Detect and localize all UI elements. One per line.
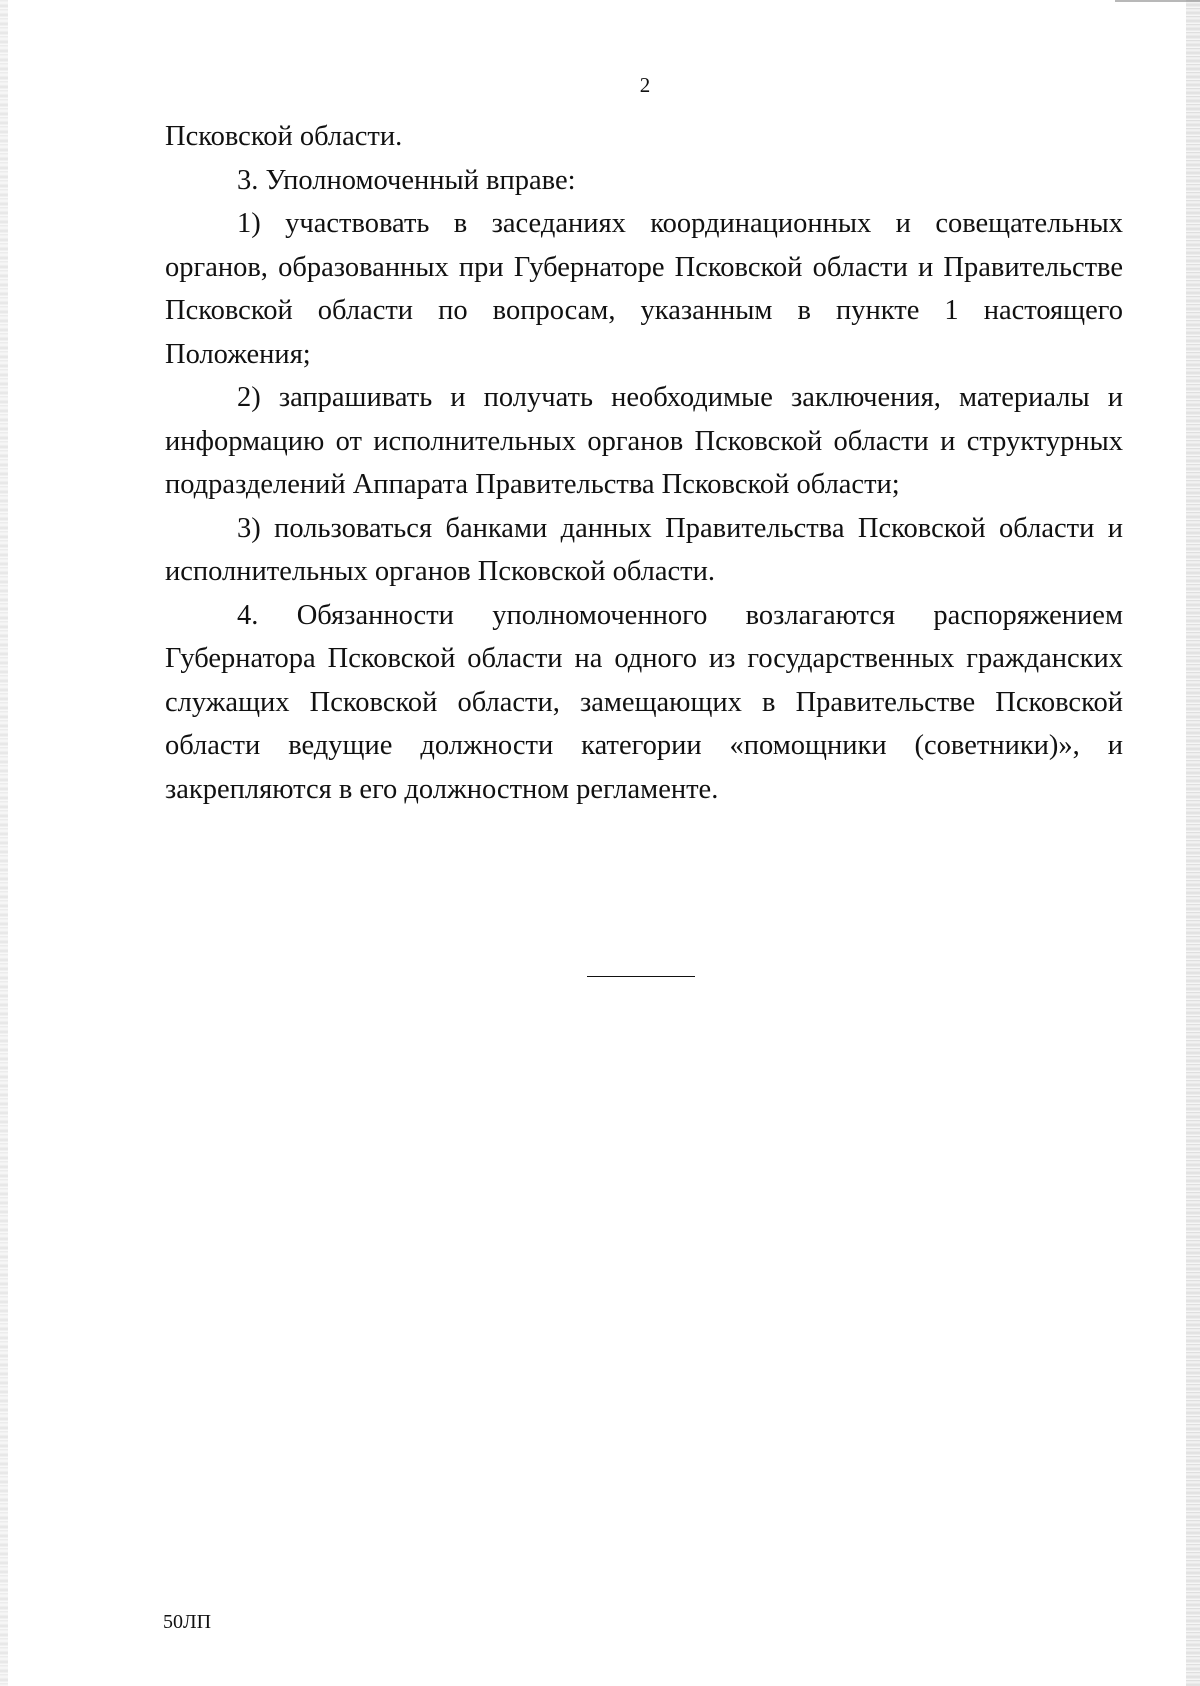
closing-rule [587, 976, 695, 977]
paragraph-item-4: 4. Обязанности уполномоченного возлагаются распоряжением Губернатора Псковской области на одного из государственных гражданских служащих Псковской области, замещающих в Правительстве Псковской области ведущие должности категории «помощники (советники)», и закрепляются в его должностном регламенте. [165, 599, 1123, 805]
scan-edge-right [1186, 0, 1200, 1686]
document-body [165, 115, 1123, 811]
scan-corner-mark [1115, 0, 1200, 10]
scan-edge-left [0, 0, 8, 1686]
paragraph-item-3: 3. Уполномоченный вправе: [237, 164, 576, 196]
document-code: 50ЛП [163, 1611, 212, 1633]
paragraph-subitem-1: 1) участвовать в заседаниях координационных и совещательных органов, образованных при Губернаторе Псковской области и Правительстве Псковской области по вопросам, указанным в пункте 1 настоящего Положения; [165, 208, 1123, 370]
paragraph-subitem-2: 2) запрашивать и получать необходимые заключения, материалы и информацию от исполнительных органов Псковской области и структурных подразделений Аппарата Правительства Псковской области; [165, 382, 1123, 500]
page-number: 2 [639, 73, 651, 97]
paragraph-subitem-3: 3) пользоваться банками данных Правительства Псковской области и исполнительных органов Псковской области. [165, 512, 1123, 587]
paragraph-continuation: Псковской области. [165, 121, 403, 152]
